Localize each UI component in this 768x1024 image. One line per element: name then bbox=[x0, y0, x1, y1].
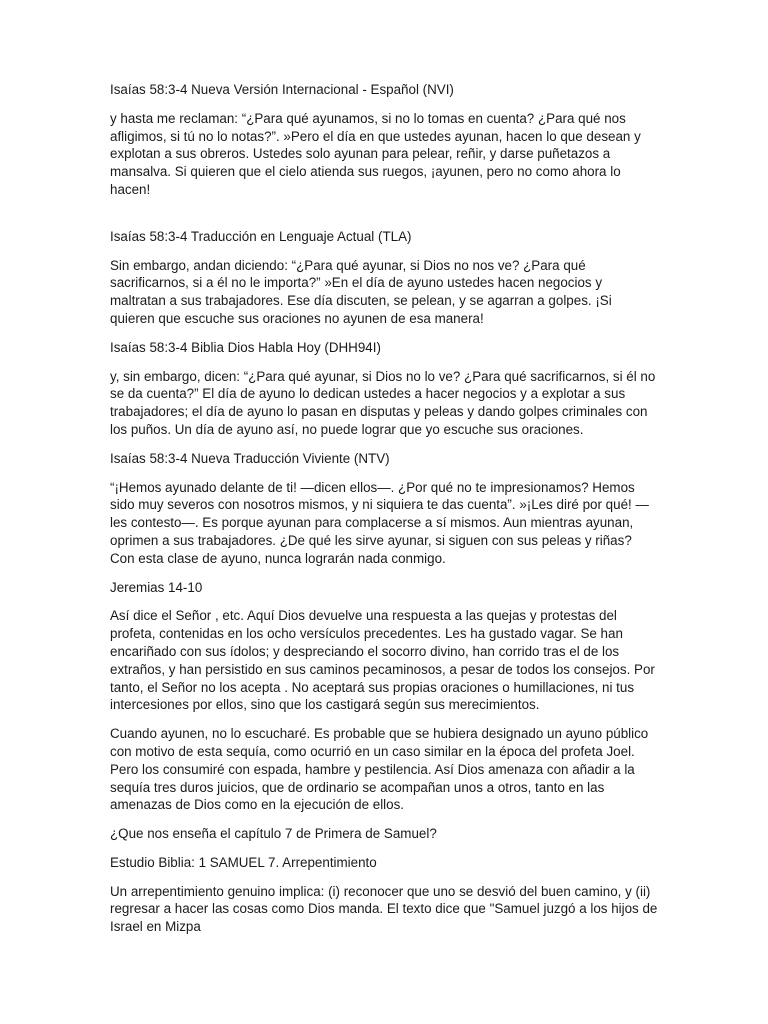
heading-estudio-biblia: Estudio Biblia: 1 SAMUEL 7. Arrepentimiento bbox=[110, 854, 377, 870]
heading-ntv: Isaías 58:3-4 Nueva Traducción Viviente (NTV) bbox=[110, 450, 390, 466]
paragraph-nvi: y hasta me reclaman: “¿Para qué ayunamos, si no lo tomas en cuenta? ¿Para qué nos afligimos, si tú no lo notas?”. »Pero el día en que ustedes ayunan, hacen lo que desean y explotan a sus obreros. Ustedes solo ayunan para pelear, reñir, y darse puñetazos a mansalva. Si quieren que el cielo atienda sus ruegos, ¡ayunen, pero no como ahora lo hacen! bbox=[110, 110, 641, 197]
paragraph-arrepentimiento: Un arrepentimiento genuino implica: (i) reconocer que uno se desvió del buen camino, y (ii) regresar a hacer las cosas como Dios manda. El texto dice que "Samuel juzgó a los hijos de Israel en Mizpa bbox=[110, 883, 658, 935]
heading-nvi: Isaías 58:3-4 Nueva Versión Internacional - Español (NVI) bbox=[110, 82, 454, 97]
heading-jeremias: Jeremias 14-10 bbox=[110, 579, 203, 595]
heading-question-samuel: ¿Que nos enseña el capítulo 7 de Primera de Samuel? bbox=[110, 826, 437, 842]
document-page bbox=[110, 81, 658, 936]
paragraph-ntv: “¡Hemos ayunado delante de ti! —dicen ellos—. ¿Por qué no te impresionamos? Hemos sido muy severos con nosotros mismos, y ni siquiera te das cuenta”. »¡Les diré por qué! —les contesto—. Es porque ayunan para complacerse a sí mismos. Aun mientras ayunan, oprimen a sus trabajadores. ¿De qué les sirve ayunar, si siguen con sus peleas y riñas? Con esta clase de ayuno, nunca lograrán nada conmigo. bbox=[110, 479, 649, 566]
paragraph-dhh: y, sin embargo, dicen: “¿Para qué ayunar, si Dios no lo ve? ¿Para qué sacrificarnos, si él no se da cuenta?” El día de ayuno lo dedican ustedes a hacer negocios y a explotar a sus trabajadores; el día de ayuno lo pasan en disputas y peleas y dando golpes criminales con los puños. Un día de ayuno así, no puede lograr que yo escuche sus oraciones. bbox=[110, 368, 656, 437]
paragraph-jeremias-2: Cuando ayunen, no lo escucharé. Es probable que se hubiera designado un ayuno público con motivo de esta sequía, como ocurrió en un caso similar en la época del profeta Joel. Pero los consumiré con espada, hambre y pestilencia. Así Dios amenaza con añadir a la sequía tres duros juicios, que de ordinario se acompañan unos a otros, tanto en las amenazas de Dios como en la ejecución de ellos. bbox=[110, 726, 649, 813]
heading-dhh: Isaías 58:3-4 Biblia Dios Habla Hoy (DHH94I) bbox=[110, 339, 381, 355]
paragraph-tla: Sin embargo, andan diciendo: “¿Para qué ayunar, si Dios no nos ve? ¿Para qué sacrificarnos, si a él no le importa?” »En el día de ayuno ustedes hacen negocios y maltratan a sus trabajadores. Ese día discuten, se pelean, y se agarran a golpes. ¡Si quieren que escuche sus oraciones no ayunen de esa manera! bbox=[110, 257, 612, 326]
paragraph-jeremias-1: Así dice el Señor , etc. Aquí Dios devuelve una respuesta a las quejas y protestas del profeta, contenidas en los ocho versículos precedentes. Les ha gustado vagar. Se han encariñado con sus ídolos; y despreciando el socorro divino, han corrido tras el de los extraños, y han persistido en sus caminos pecaminosos, a pesar de todos los consejos. Por tanto, el Señor no los acepta . No aceptará sus propias oraciones o humillaciones, ni tus intercesiones por ellos, sino que los castigará según sus merecimientos. bbox=[110, 608, 655, 713]
heading-tla: Isaías 58:3-4 Traducción en Lenguaje Actual (TLA) bbox=[110, 228, 412, 244]
